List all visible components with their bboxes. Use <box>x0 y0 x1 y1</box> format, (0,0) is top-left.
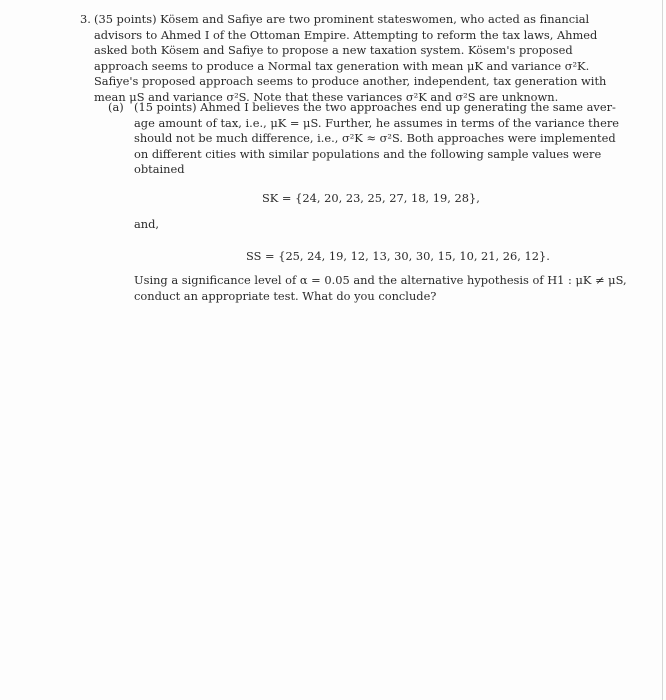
instruction-line: conduct an appropriate test. What do you conclude? <box>134 288 437 303</box>
problem-line: Safiye's proposed approach seems to produce another, independent, tax generation with <box>94 74 607 89</box>
part-a-label: (a) <box>108 100 124 114</box>
problem-3 <box>80 12 607 106</box>
equation-sample-k: SK = {24, 20, 23, 25, 27, 18, 19, 28}, <box>262 191 480 205</box>
instruction-line: Using a significance level of α = 0.05 and the alternative hypothesis of H1 : μK ≠ μS, <box>134 273 627 287</box>
equation-sample-s: SS = {25, 24, 19, 12, 13, 30, 30, 15, 10, 21, 26, 12}. <box>246 249 550 263</box>
problem-line: asked both Kösem and Safiye to propose a new taxation system. Kösem's proposed <box>94 43 573 58</box>
page-edge <box>662 0 663 700</box>
part-a-line: (15 points) Ahmed I believes the two approaches end up generating the same aver- <box>134 100 616 114</box>
part-a-instructions <box>134 273 627 304</box>
part-a-line: should not be much difference, i.e., σ²K ≈ σ²S. Both approaches were implemented <box>134 131 616 146</box>
part-a-line: obtained <box>134 162 185 177</box>
problem-line: (35 points) Kösem and Safiye are two prominent stateswomen, who acted as financial <box>94 12 590 26</box>
problem-line: approach seems to produce a Normal tax generation with mean μK and variance σ²K. <box>94 58 590 73</box>
part-a <box>108 100 620 178</box>
part-a-line: on different cities with similar populations and the following sample values were <box>134 146 602 161</box>
and-text: and, <box>134 217 160 231</box>
problem-number: 3. <box>80 12 91 26</box>
problem-line: mean μS and variance σ²S. Note that these variances σ²K and σ²S are unknown. <box>94 89 559 104</box>
problem-line: advisors to Ahmed I of the Ottoman Empire. Attempting to reform the tax laws, Ahmed <box>94 27 598 42</box>
part-a-body <box>112 100 620 178</box>
part-a-line: age amount of tax, i.e., μK = μS. Further, he assumes in terms of the variance there <box>134 115 620 130</box>
